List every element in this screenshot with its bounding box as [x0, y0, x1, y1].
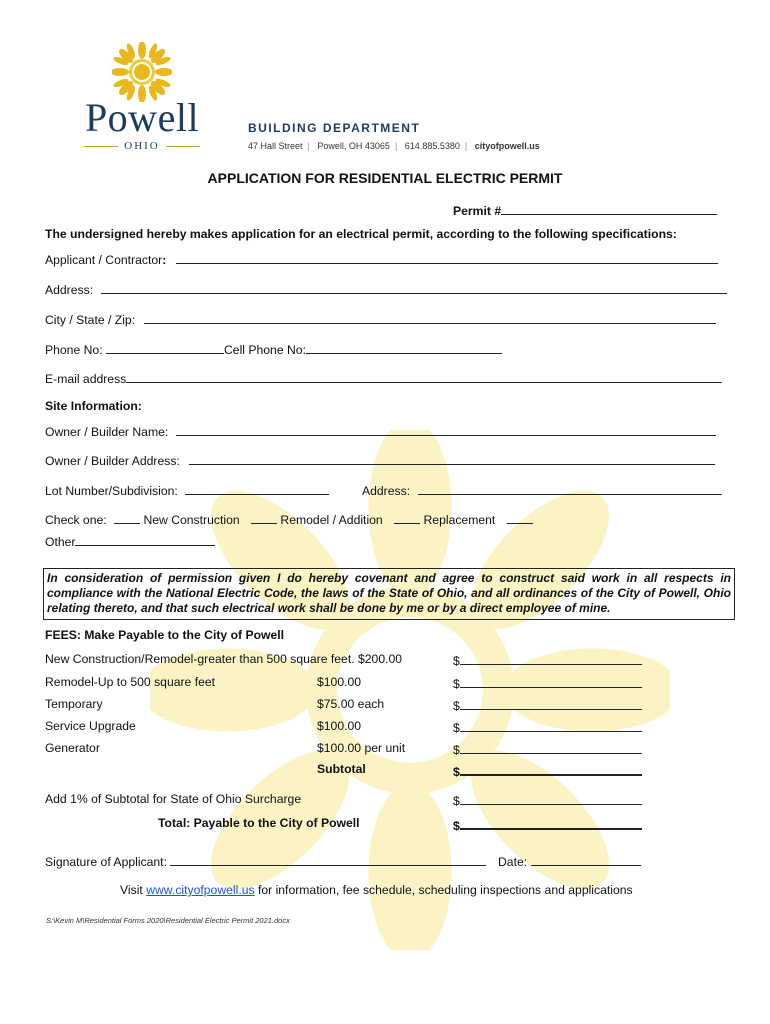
- lot-subdivision-field[interactable]: [45, 482, 329, 498]
- other-label: Other: [45, 535, 76, 549]
- lot-subdivision-label: Lot Number/Subdivision:: [45, 484, 178, 498]
- fee-row-amount-field[interactable]: $: [453, 652, 642, 668]
- owner-name-label: Owner / Builder Name:: [45, 425, 169, 439]
- phone-label: Phone No:: [45, 343, 106, 357]
- city-state-zip-label: City / State / Zip:: [45, 313, 136, 327]
- other-field[interactable]: [45, 533, 215, 549]
- fee-row-label: Remodel-Up to 500 square feet: [45, 675, 216, 689]
- owner-address-field[interactable]: [45, 452, 715, 468]
- fee-row-amount-field[interactable]: $: [453, 675, 642, 691]
- fee-row-label: New Construction/Remodel-greater than 500 square feet. $200.00: [45, 652, 403, 666]
- visit-line: Visit www.cityofpowell.us for information, fee schedule, scheduling inspections and applications: [120, 883, 633, 897]
- website[interactable]: cityofpowell.us: [474, 141, 540, 151]
- city-zip: Powell, OH 43065: [317, 141, 390, 151]
- street-address: 47 Hall Street: [248, 141, 303, 151]
- check-one-label: Check one:: [45, 513, 107, 527]
- owner-address-label: Owner / Builder Address:: [45, 454, 180, 468]
- fee-row-price: $75.00 each: [317, 697, 385, 711]
- cell-phone-label: Cell Phone No:: [223, 343, 306, 357]
- sun-logo-icon: [112, 42, 172, 102]
- replacement-check[interactable]: [394, 511, 420, 524]
- email-label: E-mail address: [45, 372, 127, 386]
- applicant-field[interactable]: Applicant / Contractor:: [45, 251, 718, 267]
- date-label: Date:: [498, 855, 531, 869]
- total-field[interactable]: $: [453, 816, 642, 833]
- fee-row-price: $100.00 per unit: [317, 741, 406, 755]
- fee-row-amount-field[interactable]: $: [453, 741, 642, 757]
- total-label: Total: Payable to the City of Powell: [158, 816, 360, 830]
- address-field[interactable]: [45, 281, 727, 297]
- owner-name-field[interactable]: [45, 423, 716, 439]
- fee-row-label: Service Upgrade: [45, 719, 136, 733]
- fee-row-price: $100.00: [317, 719, 362, 733]
- fees-heading: FEES: Make Payable to the City of Powell: [45, 628, 285, 642]
- file-path: S:\Kevin M\Residential Forms 2020\Residential Electric Permit 2021.docx: [46, 916, 290, 925]
- surcharge-label: Add 1% of Subtotal for State of Ohio Surcharge: [45, 792, 302, 806]
- fee-row-label: Temporary: [45, 697, 103, 711]
- lot-address-label: Address:: [362, 484, 411, 498]
- fee-row-price: $100.00: [317, 675, 362, 689]
- site-information-heading: Site Information:: [45, 399, 142, 413]
- brand-name: Powell: [84, 95, 200, 140]
- permit-number-field[interactable]: [453, 202, 717, 218]
- replacement-option: Replacement: [423, 513, 496, 527]
- covenant-notice: In consideration of permission given I do hereby covenant and agree to construct said work in all respects in compliance with the National Electric Code, the laws of the State of Ohio, and all ordinances of the City of Powell, Ohio relating thereto, and that such electrical work shall be done by me or by a direct employee of mine.: [43, 568, 735, 620]
- fee-row-amount-field[interactable]: $: [453, 697, 642, 713]
- powell-logo: [62, 42, 222, 154]
- new-construction-check[interactable]: [114, 511, 140, 524]
- department-title: BUILDING DEPARTMENT: [248, 121, 421, 135]
- fee-row-label: Generator: [45, 741, 100, 755]
- intro-text: The undersigned hereby makes application for an electrical permit, according to the following specifications:: [45, 227, 677, 241]
- remodel-option: Remodel / Addition: [280, 513, 383, 527]
- phone-number: 614.885.5380: [404, 141, 460, 151]
- brand-state: OHIO: [62, 140, 222, 152]
- subtotal-label: Subtotal: [317, 762, 366, 776]
- other-check[interactable]: [507, 511, 533, 524]
- phone-field[interactable]: [45, 341, 502, 357]
- signature-label: Signature of Applicant:: [45, 855, 171, 869]
- address-label: Address:: [45, 283, 94, 297]
- website-link[interactable]: www.cityofpowell.us: [146, 883, 255, 897]
- email-field[interactable]: [45, 370, 722, 386]
- department-contact: 47 Hall Street | Powell, OH 43065 | 614.885.5380 | cityofpowell.us: [248, 141, 540, 151]
- fee-row-amount-field[interactable]: $: [453, 719, 642, 735]
- applicant-label: Applicant / Contractor: [45, 253, 163, 267]
- surcharge-field[interactable]: $: [453, 792, 642, 808]
- remodel-check[interactable]: [251, 511, 277, 524]
- city-state-zip-field[interactable]: [45, 311, 716, 327]
- check-one-row: [45, 511, 533, 527]
- subtotal-field[interactable]: $: [453, 762, 642, 779]
- date-field[interactable]: [498, 853, 641, 869]
- new-construction-option: New Construction: [143, 513, 240, 527]
- permit-number-label: Permit #: [453, 204, 502, 218]
- signature-field[interactable]: [45, 853, 486, 869]
- lot-address-field[interactable]: [362, 482, 722, 498]
- form-title: APPLICATION FOR RESIDENTIAL ELECTRIC PERMIT: [207, 170, 563, 186]
